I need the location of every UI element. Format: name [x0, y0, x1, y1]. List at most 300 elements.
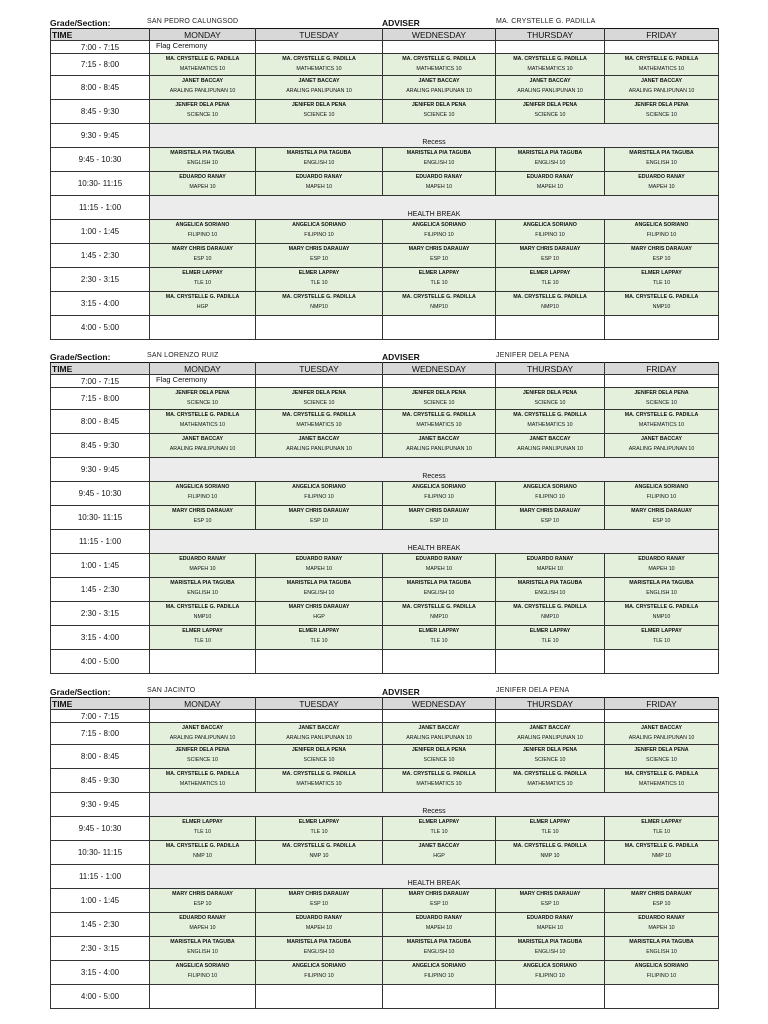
- time-header: TIME: [51, 363, 150, 375]
- subject-name: ARALING PANLIPUNAN 10: [628, 88, 695, 94]
- table-row: [51, 710, 719, 723]
- subject-name: ENGLISH 10: [646, 160, 677, 166]
- adviser-label: ADVISER: [382, 687, 420, 697]
- class-cell: [150, 244, 256, 268]
- section-name: SAN LORENZO RUIZ: [147, 352, 219, 359]
- teacher-name: MA. CRYSTELLE G. PADILLA: [402, 294, 476, 300]
- subject-name: FILIPINO 10: [646, 973, 677, 979]
- teacher-name: MARY CHRIS DARAUAY: [519, 246, 581, 252]
- time-slot: 11:15 - 1:00: [51, 196, 150, 220]
- table-row: [51, 100, 719, 124]
- time-slot: 9:30 - 9:45: [51, 793, 150, 817]
- class-cell: [496, 388, 605, 410]
- schedule-block: [50, 350, 718, 674]
- subject-name: ARALING PANLIPUNAN 10: [517, 446, 583, 452]
- teacher-name: MA. CRYSTELLE G. PADILLA: [513, 56, 587, 62]
- day-header: MONDAY: [150, 363, 256, 375]
- class-cell: [496, 769, 605, 793]
- time-header: TIME: [51, 698, 150, 710]
- teacher-name: ANGELICA SORIANO: [634, 222, 689, 228]
- empty-cell: [496, 650, 605, 674]
- time-slot: 9:45 - 10:30: [51, 817, 150, 841]
- empty-cell: [256, 710, 383, 723]
- teacher-name: ANGELICA SORIANO: [412, 484, 466, 490]
- subject-name: ENGLISH 10: [534, 160, 566, 166]
- empty-cell: [256, 985, 383, 1009]
- class-cell: [150, 506, 256, 530]
- empty-cell: [150, 710, 256, 723]
- teacher-name: MARY CHRIS DARAUAY: [631, 891, 692, 897]
- teacher-name: ELMER LAPPAY: [641, 270, 682, 276]
- class-cell: [150, 626, 256, 650]
- class-cell: [496, 244, 605, 268]
- subject-name: MAPEH 10: [189, 566, 216, 572]
- table-row: [51, 889, 719, 913]
- class-cell: [256, 388, 383, 410]
- subject-name: TLE 10: [193, 829, 212, 835]
- subject-name: MATHEMATICS 10: [179, 422, 226, 428]
- adviser-label: ADVISER: [382, 18, 420, 28]
- day-header: THURSDAY: [496, 698, 605, 710]
- subject-name: MAPEH 10: [648, 566, 675, 572]
- empty-cell: [383, 710, 496, 723]
- class-cell: [256, 841, 383, 865]
- time-slot: 9:30 - 9:45: [51, 124, 150, 148]
- subject-name: ESP 10: [541, 901, 559, 907]
- subject-name: MAPEH 10: [425, 184, 453, 190]
- class-cell: [150, 434, 256, 458]
- subject-name: MATHEMATICS 10: [296, 422, 342, 428]
- teacher-name: MARY CHRIS DARAUAY: [172, 891, 233, 897]
- time-slot: 7:00 - 7:15: [51, 375, 150, 388]
- subject-name: TLE 10: [541, 829, 559, 835]
- time-slot: 1:00 - 1:45: [51, 554, 150, 578]
- subject-name: SCIENCE 10: [187, 757, 218, 763]
- teacher-name: EDUARDO RANAY: [415, 174, 463, 180]
- teacher-name: MA. CRYSTELLE G. PADILLA: [282, 843, 356, 849]
- subject-name: ESP 10: [652, 518, 671, 524]
- teacher-name: MARY CHRIS DARAUAY: [408, 891, 470, 897]
- empty-cell: [605, 985, 719, 1009]
- empty-cell: [256, 41, 383, 54]
- teacher-name: JANET BACCAY: [181, 78, 223, 84]
- teacher-name: JANET BACCAY: [529, 436, 571, 442]
- subject-name: ARALING PANLIPUNAN 10: [286, 735, 352, 741]
- class-cell: [383, 961, 496, 985]
- subject-name: MAPEH 10: [536, 184, 564, 190]
- subject-name: SCIENCE 10: [423, 112, 455, 118]
- teacher-name: JENIFER DELA PENA: [291, 747, 347, 753]
- teacher-name: MARISTELA PIA TAGUBA: [286, 939, 352, 945]
- subject-name: NMP10: [310, 304, 328, 310]
- class-cell: [496, 554, 605, 578]
- empty-cell: [150, 985, 256, 1009]
- subject-name: ESP 10: [541, 256, 559, 262]
- class-cell: [496, 482, 605, 506]
- class-cell: [383, 482, 496, 506]
- subject-name: HGP: [196, 304, 209, 310]
- class-cell: [150, 388, 256, 410]
- teacher-name: ANGELICA SORIANO: [292, 484, 346, 490]
- table-row: [51, 913, 719, 937]
- teacher-name: JENIFER DELA PENA: [175, 390, 230, 396]
- empty-cell: [383, 316, 496, 340]
- table-row: [51, 268, 719, 292]
- teacher-name: JANET BACCAY: [418, 436, 460, 442]
- teacher-name: MA. CRYSTELLE G. PADILLA: [282, 771, 356, 777]
- class-cell: [605, 292, 719, 316]
- subject-name: ESP 10: [541, 518, 559, 524]
- teacher-name: MARISTELA PIA TAGUBA: [406, 150, 472, 156]
- teacher-name: JANET BACCAY: [529, 78, 571, 84]
- teacher-name: JANET BACCAY: [298, 436, 340, 442]
- subject-name: ENGLISH 10: [423, 590, 455, 596]
- class-cell: [150, 100, 256, 124]
- teacher-name: EDUARDO RANAY: [526, 556, 574, 562]
- class-cell: [605, 554, 719, 578]
- table-row: [51, 434, 719, 458]
- class-cell: [383, 913, 496, 937]
- class-cell: [150, 554, 256, 578]
- subject-name: HGP: [433, 853, 445, 859]
- schedule-block: [50, 685, 718, 1009]
- teacher-name: MA. CRYSTELLE G. PADILLA: [513, 843, 587, 849]
- class-cell: [496, 434, 605, 458]
- class-cell: [496, 148, 605, 172]
- subject-name: FILIPINO 10: [535, 232, 565, 238]
- time-slot: 11:15 - 1:00: [51, 865, 150, 889]
- time-slot: 4:00 - 5:00: [51, 650, 150, 674]
- day-header: MONDAY: [150, 698, 256, 710]
- class-cell: [383, 723, 496, 745]
- time-slot: 8:45 - 9:30: [51, 100, 150, 124]
- teacher-name: EDUARDO RANAY: [638, 915, 685, 921]
- class-cell: [605, 220, 719, 244]
- empty-cell: [605, 41, 719, 54]
- table-row: [51, 650, 719, 674]
- empty-cell: [605, 710, 719, 723]
- teacher-name: MARISTELA PIA TAGUBA: [406, 580, 472, 586]
- teacher-name: ANGELICA SORIANO: [523, 484, 577, 490]
- teacher-name: JENIFER DELA PENA: [411, 747, 467, 753]
- subject-name: NMP10: [430, 614, 448, 620]
- class-cell: [256, 148, 383, 172]
- teacher-name: ELMER LAPPAY: [418, 270, 460, 276]
- grade-section-label: Grade/Section:: [50, 687, 111, 697]
- subject-name: MAPEH 10: [536, 925, 564, 931]
- time-slot: 4:00 - 5:00: [51, 985, 150, 1009]
- class-cell: [256, 554, 383, 578]
- subject-name: ARALING PANLIPUNAN 10: [169, 735, 236, 741]
- class-cell: [256, 100, 383, 124]
- class-cell: [383, 937, 496, 961]
- subject-name: ENGLISH 10: [187, 949, 218, 955]
- break-cell: Recess: [150, 124, 719, 148]
- time-slot: 8:00 - 8:45: [51, 410, 150, 434]
- class-cell: [605, 817, 719, 841]
- class-cell: [496, 937, 605, 961]
- teacher-name: MARISTELA PIA TAGUBA: [517, 939, 583, 945]
- class-cell: [605, 937, 719, 961]
- teacher-name: MA. CRYSTELLE G. PADILLA: [624, 771, 699, 777]
- class-cell: [496, 961, 605, 985]
- subject-name: HGP: [313, 614, 325, 620]
- teacher-name: MARISTELA PIA TAGUBA: [406, 939, 472, 945]
- class-cell: [496, 889, 605, 913]
- schedule-block: [50, 16, 718, 340]
- class-cell: [383, 602, 496, 626]
- class-cell: [150, 769, 256, 793]
- class-cell: [605, 578, 719, 602]
- class-cell: [256, 626, 383, 650]
- teacher-name: JANET BACCAY: [640, 78, 682, 84]
- class-cell: [496, 602, 605, 626]
- subject-name: MATHEMATICS 10: [416, 781, 462, 787]
- subject-name: FILIPINO 10: [535, 973, 565, 979]
- subject-name: ENGLISH 10: [187, 160, 218, 166]
- class-cell: [496, 220, 605, 244]
- subject-name: FILIPINO 10: [424, 232, 454, 238]
- subject-name: MAPEH 10: [425, 925, 453, 931]
- teacher-name: ANGELICA SORIANO: [412, 963, 466, 969]
- table-row: [51, 54, 719, 76]
- subject-name: TLE 10: [310, 280, 328, 286]
- teacher-name: JENIFER DELA PENA: [634, 390, 689, 396]
- teacher-name: MARISTELA PIA TAGUBA: [170, 580, 235, 586]
- teacher-name: ANGELICA SORIANO: [523, 963, 577, 969]
- class-cell: [150, 268, 256, 292]
- teacher-name: EDUARDO RANAY: [179, 174, 226, 180]
- teacher-name: MARISTELA PIA TAGUBA: [629, 939, 694, 945]
- class-cell: [605, 506, 719, 530]
- table-row: [51, 530, 719, 554]
- subject-name: ENGLISH 10: [423, 949, 455, 955]
- class-cell: [496, 410, 605, 434]
- subject-name: ARALING PANLIPUNAN 10: [517, 88, 583, 94]
- empty-cell: [496, 985, 605, 1009]
- subject-name: FILIPINO 10: [187, 232, 218, 238]
- class-cell: [256, 817, 383, 841]
- table-row: [51, 793, 719, 817]
- empty-cell: [605, 650, 719, 674]
- adviser-label: ADVISER: [382, 352, 420, 362]
- day-header: THURSDAY: [496, 29, 605, 41]
- teacher-name: ELMER LAPPAY: [298, 628, 340, 634]
- break-cell: HEALTH BREAK: [150, 865, 719, 889]
- table-row: [51, 172, 719, 196]
- teacher-name: MARY CHRIS DARAUAY: [519, 508, 581, 514]
- table-row: [51, 76, 719, 100]
- subject-name: MATHEMATICS 10: [179, 66, 226, 72]
- time-slot: 3:15 - 4:00: [51, 961, 150, 985]
- table-row: [51, 817, 719, 841]
- teacher-name: EDUARDO RANAY: [295, 915, 343, 921]
- subject-name: TLE 10: [310, 829, 328, 835]
- subject-name: MATHEMATICS 10: [527, 422, 573, 428]
- subject-name: ESP 10: [652, 901, 671, 907]
- teacher-name: ANGELICA SORIANO: [412, 222, 466, 228]
- teacher-name: ANGELICA SORIANO: [523, 222, 577, 228]
- class-cell: [150, 148, 256, 172]
- class-cell: [383, 745, 496, 769]
- class-cell: [150, 292, 256, 316]
- class-cell: [150, 54, 256, 76]
- class-cell: [256, 292, 383, 316]
- subject-name: ESP 10: [652, 256, 671, 262]
- class-cell: [383, 889, 496, 913]
- class-cell: [605, 889, 719, 913]
- teacher-name: MA. CRYSTELLE G. PADILLA: [513, 412, 587, 418]
- teacher-name: EDUARDO RANAY: [415, 915, 463, 921]
- subject-name: SCIENCE 10: [534, 112, 566, 118]
- class-cell: [383, 578, 496, 602]
- teacher-name: MARY CHRIS DARAUAY: [408, 246, 470, 252]
- teacher-name: EDUARDO RANAY: [295, 174, 343, 180]
- class-cell: [256, 961, 383, 985]
- subject-name: MAPEH 10: [648, 925, 675, 931]
- table-row: [51, 375, 719, 388]
- class-cell: [256, 172, 383, 196]
- class-cell: [496, 506, 605, 530]
- teacher-name: EDUARDO RANAY: [295, 556, 343, 562]
- class-cell: [605, 172, 719, 196]
- teacher-name: JANET BACCAY: [298, 725, 340, 731]
- class-cell: [256, 268, 383, 292]
- break-cell: HEALTH BREAK: [150, 530, 719, 554]
- teacher-name: EDUARDO RANAY: [179, 556, 226, 562]
- teacher-name: ELMER LAPPAY: [641, 628, 682, 634]
- teacher-name: MA. CRYSTELLE G. PADILLA: [624, 294, 699, 300]
- teacher-name: JENIFER DELA PENA: [522, 102, 578, 108]
- teacher-name: ELMER LAPPAY: [182, 819, 223, 825]
- class-cell: [150, 172, 256, 196]
- class-cell: [496, 626, 605, 650]
- class-cell: [605, 841, 719, 865]
- empty-cell: [605, 316, 719, 340]
- subject-name: FILIPINO 10: [424, 973, 454, 979]
- subject-name: MAPEH 10: [648, 184, 675, 190]
- subject-name: NMP10: [652, 614, 671, 620]
- subject-name: SCIENCE 10: [187, 400, 218, 406]
- subject-name: NMP10: [193, 614, 212, 620]
- schedule-header: [50, 16, 718, 28]
- table-row: [51, 985, 719, 1009]
- subject-name: TLE 10: [310, 638, 328, 644]
- teacher-name: EDUARDO RANAY: [638, 174, 685, 180]
- teacher-name: MA. CRYSTELLE G. PADILLA: [402, 412, 476, 418]
- time-slot: 1:00 - 1:45: [51, 220, 150, 244]
- teacher-name: MA. CRYSTELLE G. PADILLA: [165, 56, 240, 62]
- teacher-name: MA. CRYSTELLE G. PADILLA: [282, 294, 356, 300]
- subject-name: MATHEMATICS 10: [179, 781, 226, 787]
- subject-name: SCIENCE 10: [646, 400, 677, 406]
- teacher-name: ELMER LAPPAY: [529, 628, 571, 634]
- teacher-name: MA. CRYSTELLE G. PADILLA: [165, 412, 240, 418]
- subject-name: MAPEH 10: [425, 566, 453, 572]
- empty-cell: [383, 650, 496, 674]
- table-row: [51, 124, 719, 148]
- subject-name: ARALING PANLIPUNAN 10: [628, 735, 695, 741]
- time-slot: 2:30 - 3:15: [51, 937, 150, 961]
- teacher-name: ELMER LAPPAY: [641, 819, 682, 825]
- subject-name: NMP10: [430, 304, 448, 310]
- class-cell: [256, 889, 383, 913]
- table-row: [51, 723, 719, 745]
- time-slot: 7:15 - 8:00: [51, 54, 150, 76]
- table-row: [51, 316, 719, 340]
- subject-name: ENGLISH 10: [303, 590, 335, 596]
- teacher-name: JENIFER DELA PENA: [522, 747, 578, 753]
- subject-name: NMP10: [541, 614, 559, 620]
- teacher-name: MARY CHRIS DARAUAY: [631, 508, 692, 514]
- empty-cell: [496, 375, 605, 388]
- class-cell: [496, 172, 605, 196]
- subject-name: MATHEMATICS 10: [296, 66, 342, 72]
- teacher-name: JANET BACCAY: [640, 436, 682, 442]
- subject-name: TLE 10: [541, 280, 559, 286]
- class-cell: [383, 506, 496, 530]
- subject-name: MAPEH 10: [536, 566, 564, 572]
- subject-name: MATHEMATICS 10: [638, 66, 685, 72]
- time-slot: 8:00 - 8:45: [51, 745, 150, 769]
- schedule-table: [50, 28, 719, 340]
- class-cell: [605, 54, 719, 76]
- subject-name: TLE 10: [652, 638, 671, 644]
- class-cell: [383, 841, 496, 865]
- break-cell: Recess: [150, 458, 719, 482]
- class-cell: [256, 244, 383, 268]
- teacher-name: MARY CHRIS DARAUAY: [172, 508, 233, 514]
- subject-name: MAPEH 10: [189, 925, 216, 931]
- class-cell: [383, 76, 496, 100]
- teacher-name: EDUARDO RANAY: [526, 915, 574, 921]
- teacher-name: ANGELICA SORIANO: [634, 484, 689, 490]
- subject-name: SCIENCE 10: [303, 112, 335, 118]
- day-header-row: [51, 29, 719, 41]
- teacher-name: JENIFER DELA PENA: [411, 390, 467, 396]
- teacher-name: MA. CRYSTELLE G. PADILLA: [402, 604, 476, 610]
- time-slot: 11:15 - 1:00: [51, 530, 150, 554]
- subject-name: MAPEH 10: [305, 566, 333, 572]
- subject-name: SCIENCE 10: [534, 400, 566, 406]
- schedule-table: [50, 362, 719, 674]
- class-cell: [150, 410, 256, 434]
- teacher-name: MA. CRYSTELLE G. PADILLA: [513, 294, 587, 300]
- time-slot: 7:00 - 7:15: [51, 41, 150, 54]
- time-slot: 2:30 - 3:15: [51, 602, 150, 626]
- subject-name: ENGLISH 10: [534, 949, 566, 955]
- subject-name: SCIENCE 10: [646, 757, 677, 763]
- teacher-name: JENIFER DELA PENA: [175, 102, 230, 108]
- class-cell: [605, 244, 719, 268]
- empty-cell: [150, 650, 256, 674]
- teacher-name: MARY CHRIS DARAUAY: [288, 508, 350, 514]
- class-cell: [605, 76, 719, 100]
- teacher-name: ELMER LAPPAY: [418, 819, 460, 825]
- time-header: TIME: [51, 29, 150, 41]
- class-cell: [256, 745, 383, 769]
- teacher-name: MA. CRYSTELLE G. PADILLA: [165, 843, 240, 849]
- day-header: TUESDAY: [256, 698, 383, 710]
- class-cell: [150, 76, 256, 100]
- class-cell: [605, 482, 719, 506]
- subject-name: NMP 10: [192, 853, 213, 859]
- teacher-name: JANET BACCAY: [298, 78, 340, 84]
- subject-name: ENGLISH 10: [303, 160, 335, 166]
- class-cell: [383, 148, 496, 172]
- subject-name: FILIPINO 10: [646, 232, 677, 238]
- subject-name: TLE 10: [430, 280, 448, 286]
